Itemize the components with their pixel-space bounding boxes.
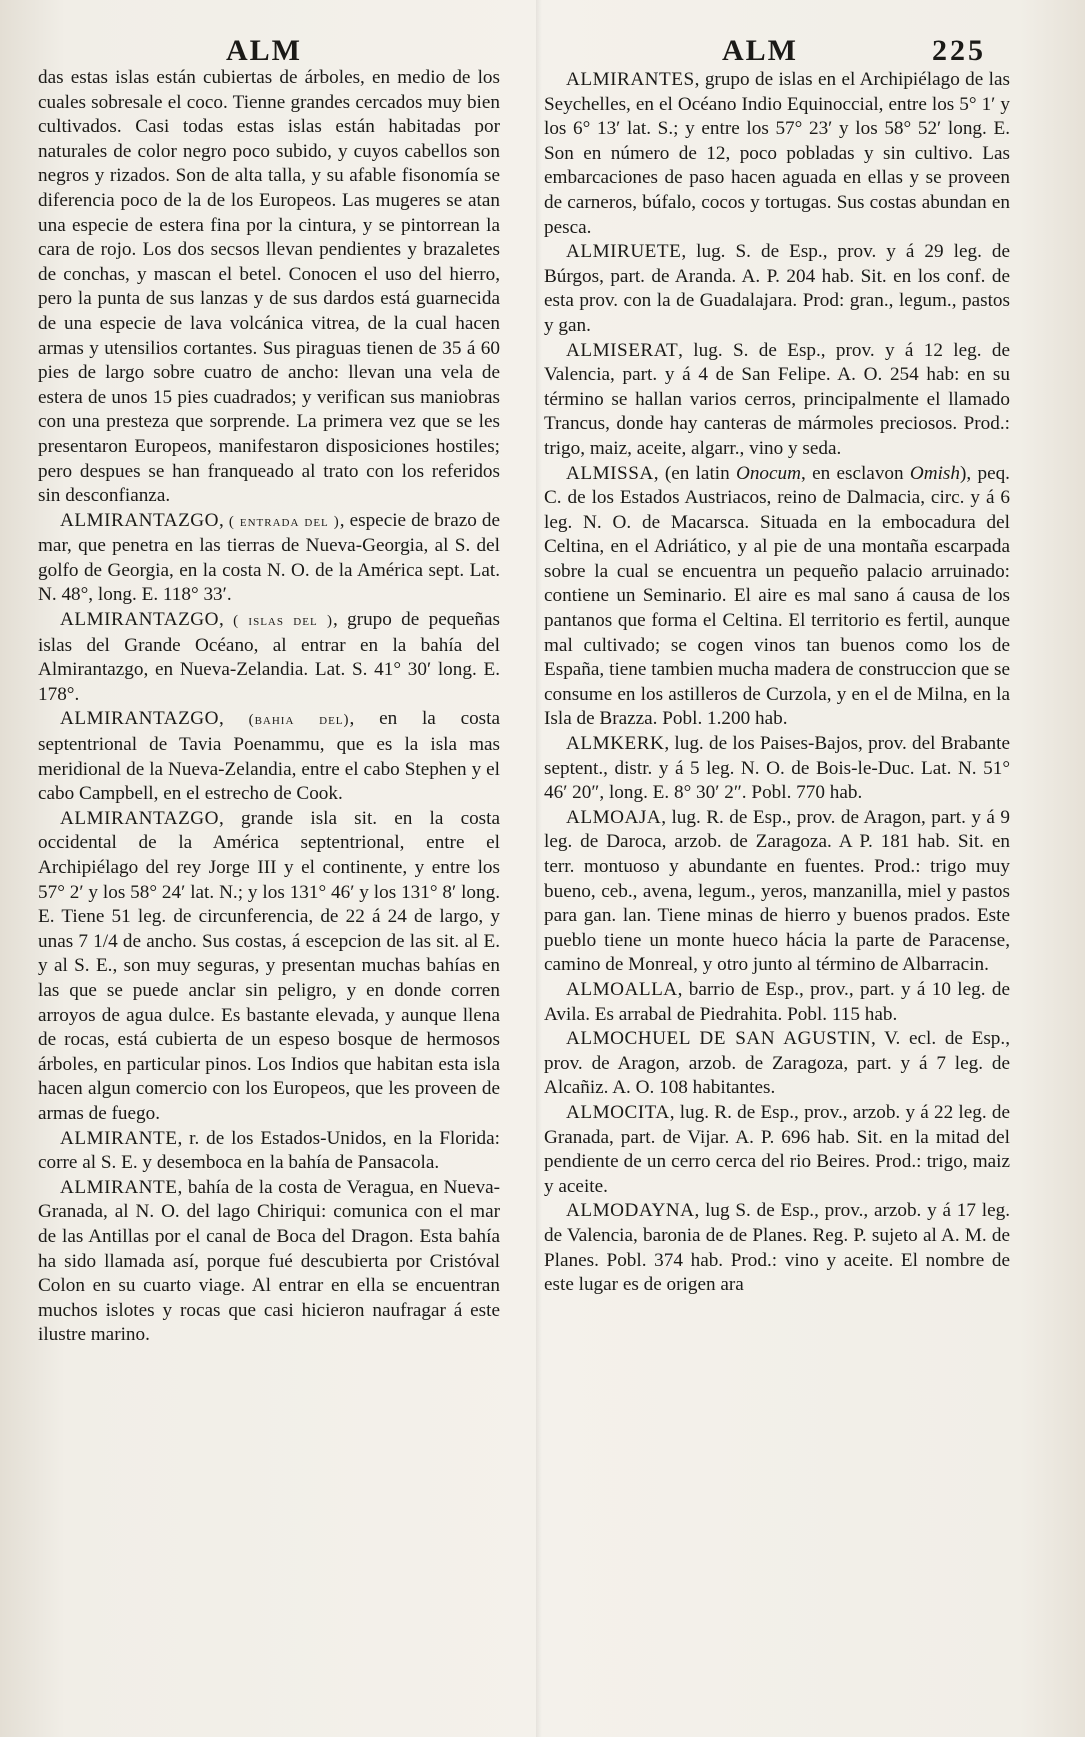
entry-text: , lug. S. de Esp., prov. y á 12 leg. de Valencia, part. y á 4 de San Felipe. A. O. 254 hab: en su término se hallan varios cerros, principalmente el llamado Trancus, donde hay canteras de mármoles preciosos. Prod.: trigo, maiz, aceite, algarr., vino y seda. [544, 339, 1010, 459]
running-head-left: ALM [226, 34, 302, 67]
entry-headword: ALMISERAT [566, 339, 679, 361]
entry-headword: ALMIRANTES [566, 69, 695, 90]
entry-text: , grupo de pequeñas islas del Grande Océano, al entrar en la bahía del Almirantazgo, en Nueva-Zelandia. Lat. S. 41° 30′ long. E. 178°. [38, 609, 501, 705]
entry-almodayna [544, 1199, 1010, 1297]
page-number: 225 [932, 34, 986, 67]
entry-qualifier: , (en latin [653, 462, 736, 484]
entry-almkerk [544, 732, 1010, 806]
entry-almirantazgo-islas: ALMIRANTAZGO, ( islas del ), grupo de pequeñas islas del Grande Océano, al entrar en la bahía del Almirantazgo, en Nueva-Zelandia. Lat. S. 41° 30′ long. E. 178°. [38, 609, 501, 705]
entry-text: , lug. S. de Esp., prov. y á 29 leg. de Búrgos, part. de Aranda. A. P. 204 hab. Sit. en los conf. de esta prov. con la de Guadalajara. Prod: gran., legum., pastos y gan. [544, 241, 1010, 336]
entry-headword: ALMOAJA [566, 806, 662, 828]
entry-text: , grupo de islas en el Archipiélago de las Seychelles, en el Océano Indio Equinoccial, entre los 5° 1′ y los 6° 13′ lat. S.; y entre los 57° 23′ y los 58° 52′ long. E. Son en número de 12, poco pobladas y sin cultivo. Las embarcaciones de paso hacen aguada en ellas y se proveen de carneros, búfalo, cocos y tortugas. Sus costas abundan en pesca. [544, 69, 1010, 238]
entry-almiserat [544, 339, 1010, 462]
entry-qualifier: ( islas del ) [233, 613, 333, 630]
left-column [38, 66, 500, 1348]
entry-almoalla [544, 978, 1010, 1027]
entry-qualifier: ( entrada del ) [228, 513, 340, 530]
entry-text: das estas islas están cubiertas de árboles, en medio de los cuales sobresale el coco. Tienne grandes cercados muy bien cultivados. Casi todas estas islas están habitadas por naturales de color negro poco subido, y cuyos cabellos son negros y rizados. Son de alta talla, y su afable fisonomía se diferencia poco de la de los Europeos. Las mugeres se atan una especie de estera fina por la cintura, y se pintorrean la cara de rojo. Los dos secsos llevan pendientes y brazaletes de conchas, y mascan el betel. Conocen el uso del hierro, pero la punta de sus lanzas y de sus dardos está guarnecida de una especie de lava volcánica vitrea, de la cual hacen armas y utensilios cortantes. Sus piraguas tienen de 35 á 60 pies de largo sobre cuatro de ancho: llevan una vela de estera de unos 15 pies cuadrados; y verifican sus maniobras con una presteza que sorprende. La primera vez que se les presentaron Europeos, manifestaron disposiciones hostiles; pero despues se han franqueado al trato con los referidos sin desconfianza. [38, 67, 500, 507]
entry-text: , grande isla sit. en la costa occidental de la América septentrional, entre el Archipiélago del rey Jorge III y el continente, y entre los 57° 2′ y los 58° 24′ lat. N.; y los 131° 46′ y los 131° 8′ long. E. Tiene 51 leg. de circunferencia, de 22 á 24 de largo, y unas 7 1/4 de ancho. Sus costas, á escepcion de las sit. al E. y al S. E., son muy seguras, y presentan muchas bahías en las que se puede anclar sin peligro, y en donde corren arroyos de agua dulce. Es bastante elevada, y aunque llena de rocas, está cubierta de un espeso bosque de hermosos árboles, en particular pinos. Los Indios que habitan esta isla hacen algun comercio con los Europeos, que les proveen de armas de fuego. [38, 807, 500, 1124]
entry-headword: ALMIRANTAZGO [60, 708, 220, 730]
entry-almirante-bahia [38, 1176, 500, 1348]
entry-headword: ALMIRANTE [60, 1127, 178, 1149]
entry-almoaja [544, 806, 1010, 978]
entry-headword: ALMIRANTAZGO [60, 609, 220, 631]
entry-almiruete [544, 240, 1010, 338]
entry-headword: ALMIRANTE [60, 1176, 178, 1198]
entry-headword: ALMOCITA [566, 1101, 670, 1123]
entry-headword: ALMIRUETE [566, 241, 682, 263]
entry-slavic-name: Omish [909, 462, 960, 484]
entry-headword: ALMOCHUEL DE SAN AGUSTIN [566, 1028, 871, 1050]
entry-text: , barrio de Esp., prov., part. y á 10 leg. de Avila. Es arrabal de Piedrahita. Pobl. 115 hab. [544, 978, 1010, 1025]
entry-almocita [544, 1101, 1010, 1199]
entry-headword: ALMKERK [566, 733, 665, 755]
entry-text: , V. ecl. de Esp., prov. de Aragon, arzob. de Zaragoza, part. y á 7 leg. de Alcañiz. A. O. 108 habitantes. [544, 1028, 1010, 1099]
entry-almirantes [544, 68, 1010, 240]
running-head-right: ALM [722, 34, 798, 67]
entry-text: , lug. R. de Esp., prov. de Aragon, part. y á 9 leg. de Daroca, arzob. de Zaragoza. A P. 181 hab. Sit. en terr. montuoso y abundante en fuentes. Prod.: trigo muy bueno, ceb., avena, legum., yeros, manzanilla, miel y pastos para gan. lan. Tiene minas de hierro y buenos prados. Este pueblo tiene un monte hueco hácia la parte de Paracense, camino de Monreal, y otro junto al término de Albarracin. [544, 806, 1010, 976]
entry-text: , en la costa septentrional de Tavia Poenammu, que es la isla mas meridional de la Nueva-Zelandia, entre el cabo Stephen y el cabo Campbell, en el estrecho de Cook. [38, 708, 500, 805]
entry-almirantazgo-isla [38, 807, 500, 1127]
entry-almirantazgo-bahia: ALMIRANTAZGO, (bahia del), en la costa septentrional de Tavia Poenammu, que es la isla mas meridional de la Nueva-Zelandia, entre el cabo Stephen y el cabo Campbell, en el estrecho de Cook. [38, 708, 500, 805]
entry-latin-name: Onocum [735, 462, 801, 484]
entry-headword: ALMODAYNA [566, 1200, 695, 1222]
entry-headword: ALMISSA [566, 462, 654, 484]
entry-almochuel [544, 1027, 1010, 1101]
entry-text: , especie de brazo de mar, que penetra en las tierras de Nueva-Georgia, al S. del golfo de Georgia, en la costa N. O. de la América sept. Lat. N. 48°, long. E. 118° 33′. [38, 509, 500, 606]
entry-text: , peq. C. de los Estados Austriacos, reino de Dalmacia, circ. y á 6 leg. N. O. de Macarsca. Situada en la embocadura del Celtina, en el Adriático, y al pie de una montaña escarpada sobre la cual se encuentra un pequeño palacio arruinado: contiene un Seminario. El aire es mal sano á causa de los pantanos que forma el Celtina. El territorio es fertil, aunque mal cultivado; se cogen vinos tan buenos como los de España, tiene tambien mucha madera de construccion que se consume en los astilleros de Curzola, y en el de Milna, en la Isla de Brazza. Pobl. 1.200 hab. [544, 462, 1010, 730]
entry-text: , lug. R. de Esp., prov., arzob. y á 22 leg. de Granada, part. de Vijar. A. P. 696 hab. Sit. en la mitad del pendiente de un cerro cerca del rio Beires. Prod.: trigo, maiz y aceite. [544, 1101, 1010, 1197]
entry-text: , r. de los Estados-Unidos, en la Florida: corre al S. E. y desemboca en la bahía de Pansacola. [38, 1127, 500, 1174]
right-column [544, 68, 1010, 1298]
entry-headword: ALMOALLA [566, 978, 678, 1000]
entry-qualifier: (bahia del) [248, 712, 350, 729]
entry-almirante-rio [38, 1127, 500, 1176]
entry-headword: ALMIRANTAZGO [60, 509, 220, 531]
entry-almirantazgo-entrada: ALMIRANTAZGO, ( entrada del ), especie de brazo de mar, que penetra en las tierras de Nueva-Georgia, al S. del golfo de Georgia, en la costa N. O. de la América sept. Lat. N. 48°, long. E. 118° 33′. [38, 509, 500, 606]
entry-qualifier-mid: , en esclavon [801, 462, 910, 484]
entry-continuation [38, 66, 500, 509]
entry-text: , lug S. de Esp., prov., arzob. y á 17 leg. de Valencia, baronia de de Planes. Reg. P. sujeto al A. M. de Planes. Pobl. 374 hab. Prod.: vino y aceite. El nombre de este lugar es de origen ara [544, 1200, 1010, 1296]
entry-text: , lug. de los Paises-Bajos, prov. del Brabante septent., distr. y á 5 leg. N. O. de Bois-le-Duc. Lat. N. 51° 46′ 20″, long. E. 8° 30′ 2″. Pobl. 770 hab. [544, 733, 1010, 804]
entry-qualifier-close: ) [960, 462, 967, 484]
entry-text: , bahía de la costa de Veragua, en Nueva-Granada, al N. O. del lago Chiriqui: comunica con el mar de las Antillas por el canal de Boca del Dragon. Esta bahía ha sido llamada así, porque fué descubierta por Cristóval Colon en su cuarto viage. Al entrar en ella se encuentran muchos islotes y rocas que casi hicieron naufragar á este ilustre marino. [38, 1176, 500, 1346]
entry-almissa [544, 462, 1010, 733]
page-gutter [536, 0, 542, 1737]
entry-headword: ALMIRANTAZGO [60, 807, 220, 829]
